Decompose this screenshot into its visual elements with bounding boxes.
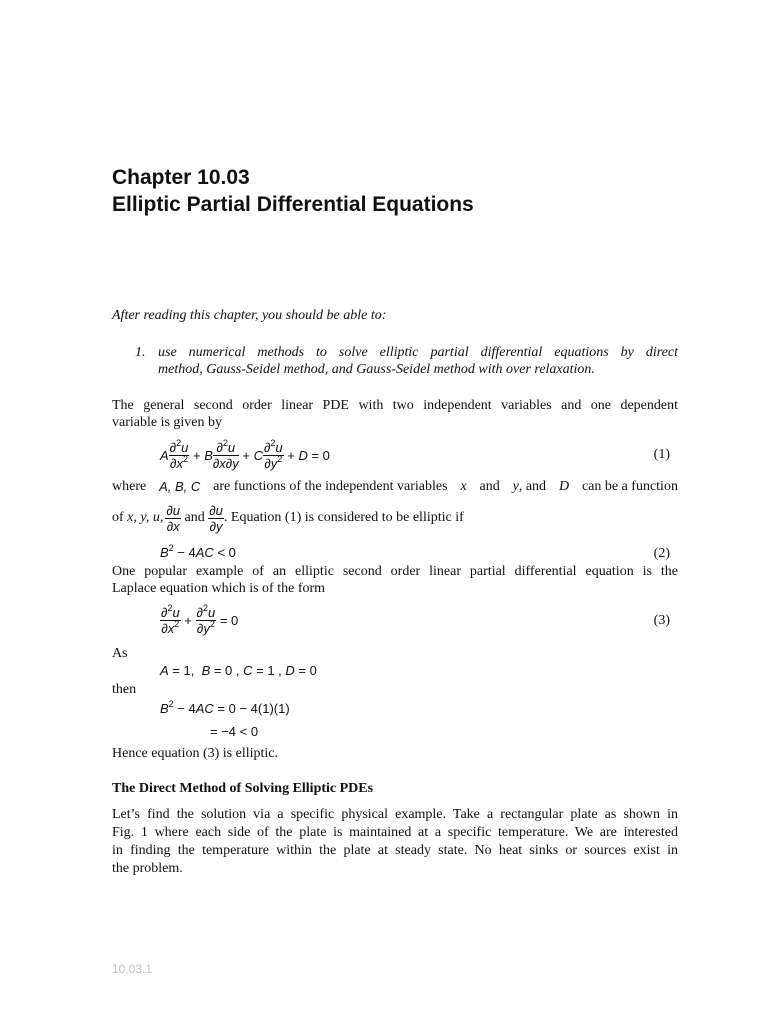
chapter-title: Elliptic Partial Differential Equations — [112, 193, 474, 216]
para3-line2: Fig. 1 where each side of the plate is maintained at a specific temperature. We are interested — [112, 825, 678, 840]
para3-line4: the problem. — [112, 861, 183, 876]
of-and: and — [184, 510, 205, 525]
objective-number: 1. — [135, 345, 146, 360]
objectives-intro: After reading this chapter, you should be able to: — [112, 308, 387, 323]
of-vars: x, y, u, — [127, 510, 164, 525]
of-end: . Equation (1) is considered to be elliptic if — [223, 510, 464, 525]
equation-3-number: (3) — [653, 613, 670, 628]
then-label: then — [112, 682, 137, 697]
du-dx-fraction: $\frac{\partial u}{\partial x}$ — [166, 502, 180, 534]
where-end: can be a function — [581, 479, 678, 494]
equation-1-number: (1) — [653, 447, 670, 462]
equation-3: $\frac{\partial^2u}{\partial x^2}$ + $\frac{\partial^2u}{\partial y^2}$ = 0 — [161, 602, 239, 636]
where-prefix: where — [112, 479, 147, 494]
chapter-number: Chapter 10.03 — [112, 166, 250, 189]
where-comma-and: , and — [518, 479, 547, 494]
where-mid: are functions of the independent variables — [213, 479, 448, 494]
objective-line-2: method, Gauss-Seidel method, and Gauss-Seidel method with over relaxation. — [158, 362, 595, 377]
equation-1: A $\frac{\partial^2u}{\partial x^2}$ + B $\frac{\partial^2u}{\partial x\partial y}$ + C $\frac{\partial^2u}{\partial y^2}$ + D = 0 — [160, 437, 330, 471]
para2-line1: One popular example of an elliptic second order linear partial differential equation is the — [112, 564, 678, 579]
section-heading: The Direct Method of Solving Elliptic PDEs — [112, 781, 374, 796]
equation-2-number: (2) — [653, 546, 670, 561]
para3-line3: in finding the temperature within the plate at steady state. No heat sinks or sources exist in — [112, 843, 678, 858]
para1-line1: The general second order linear PDE with two independent variables and one dependent — [112, 398, 678, 413]
hence-text: Hence equation (3) is elliptic. — [112, 746, 278, 761]
objective-line-1: use numerical methods to solve elliptic partial differential equations by direct — [158, 345, 678, 360]
equation-2: $B^2 - 4AC < 0$ — [160, 543, 236, 560]
as-label: As — [112, 646, 128, 661]
para1-line2: variable is given by — [112, 415, 223, 430]
para2-line2: Laplace equation which is of the form — [112, 581, 326, 596]
where-line — [112, 478, 678, 496]
of-line — [112, 497, 464, 539]
du-dy-fraction: $\frac{\partial u}{\partial y}$ — [209, 502, 223, 534]
where-x: x — [460, 479, 467, 494]
where-and: and — [479, 479, 500, 494]
where-d: D — [558, 479, 570, 494]
para3-line1: Let’s find the solution via a specific physical example. Take a rectangular plate as shown in — [112, 807, 678, 822]
where-y: y — [512, 479, 519, 494]
discriminant-line-1: $B^2 - 4AC = 0 - 4(1)(1)$ — [160, 699, 290, 716]
discriminant-line-2: = −4 < 0 — [210, 724, 259, 739]
where-vars: A, B, C — [159, 479, 201, 494]
page-number: 10.03.1 — [112, 962, 153, 976]
of-prefix: of — [112, 510, 124, 525]
coefficients: A = 1, B = 0 , C = 1 , D = 0 — [160, 663, 317, 678]
